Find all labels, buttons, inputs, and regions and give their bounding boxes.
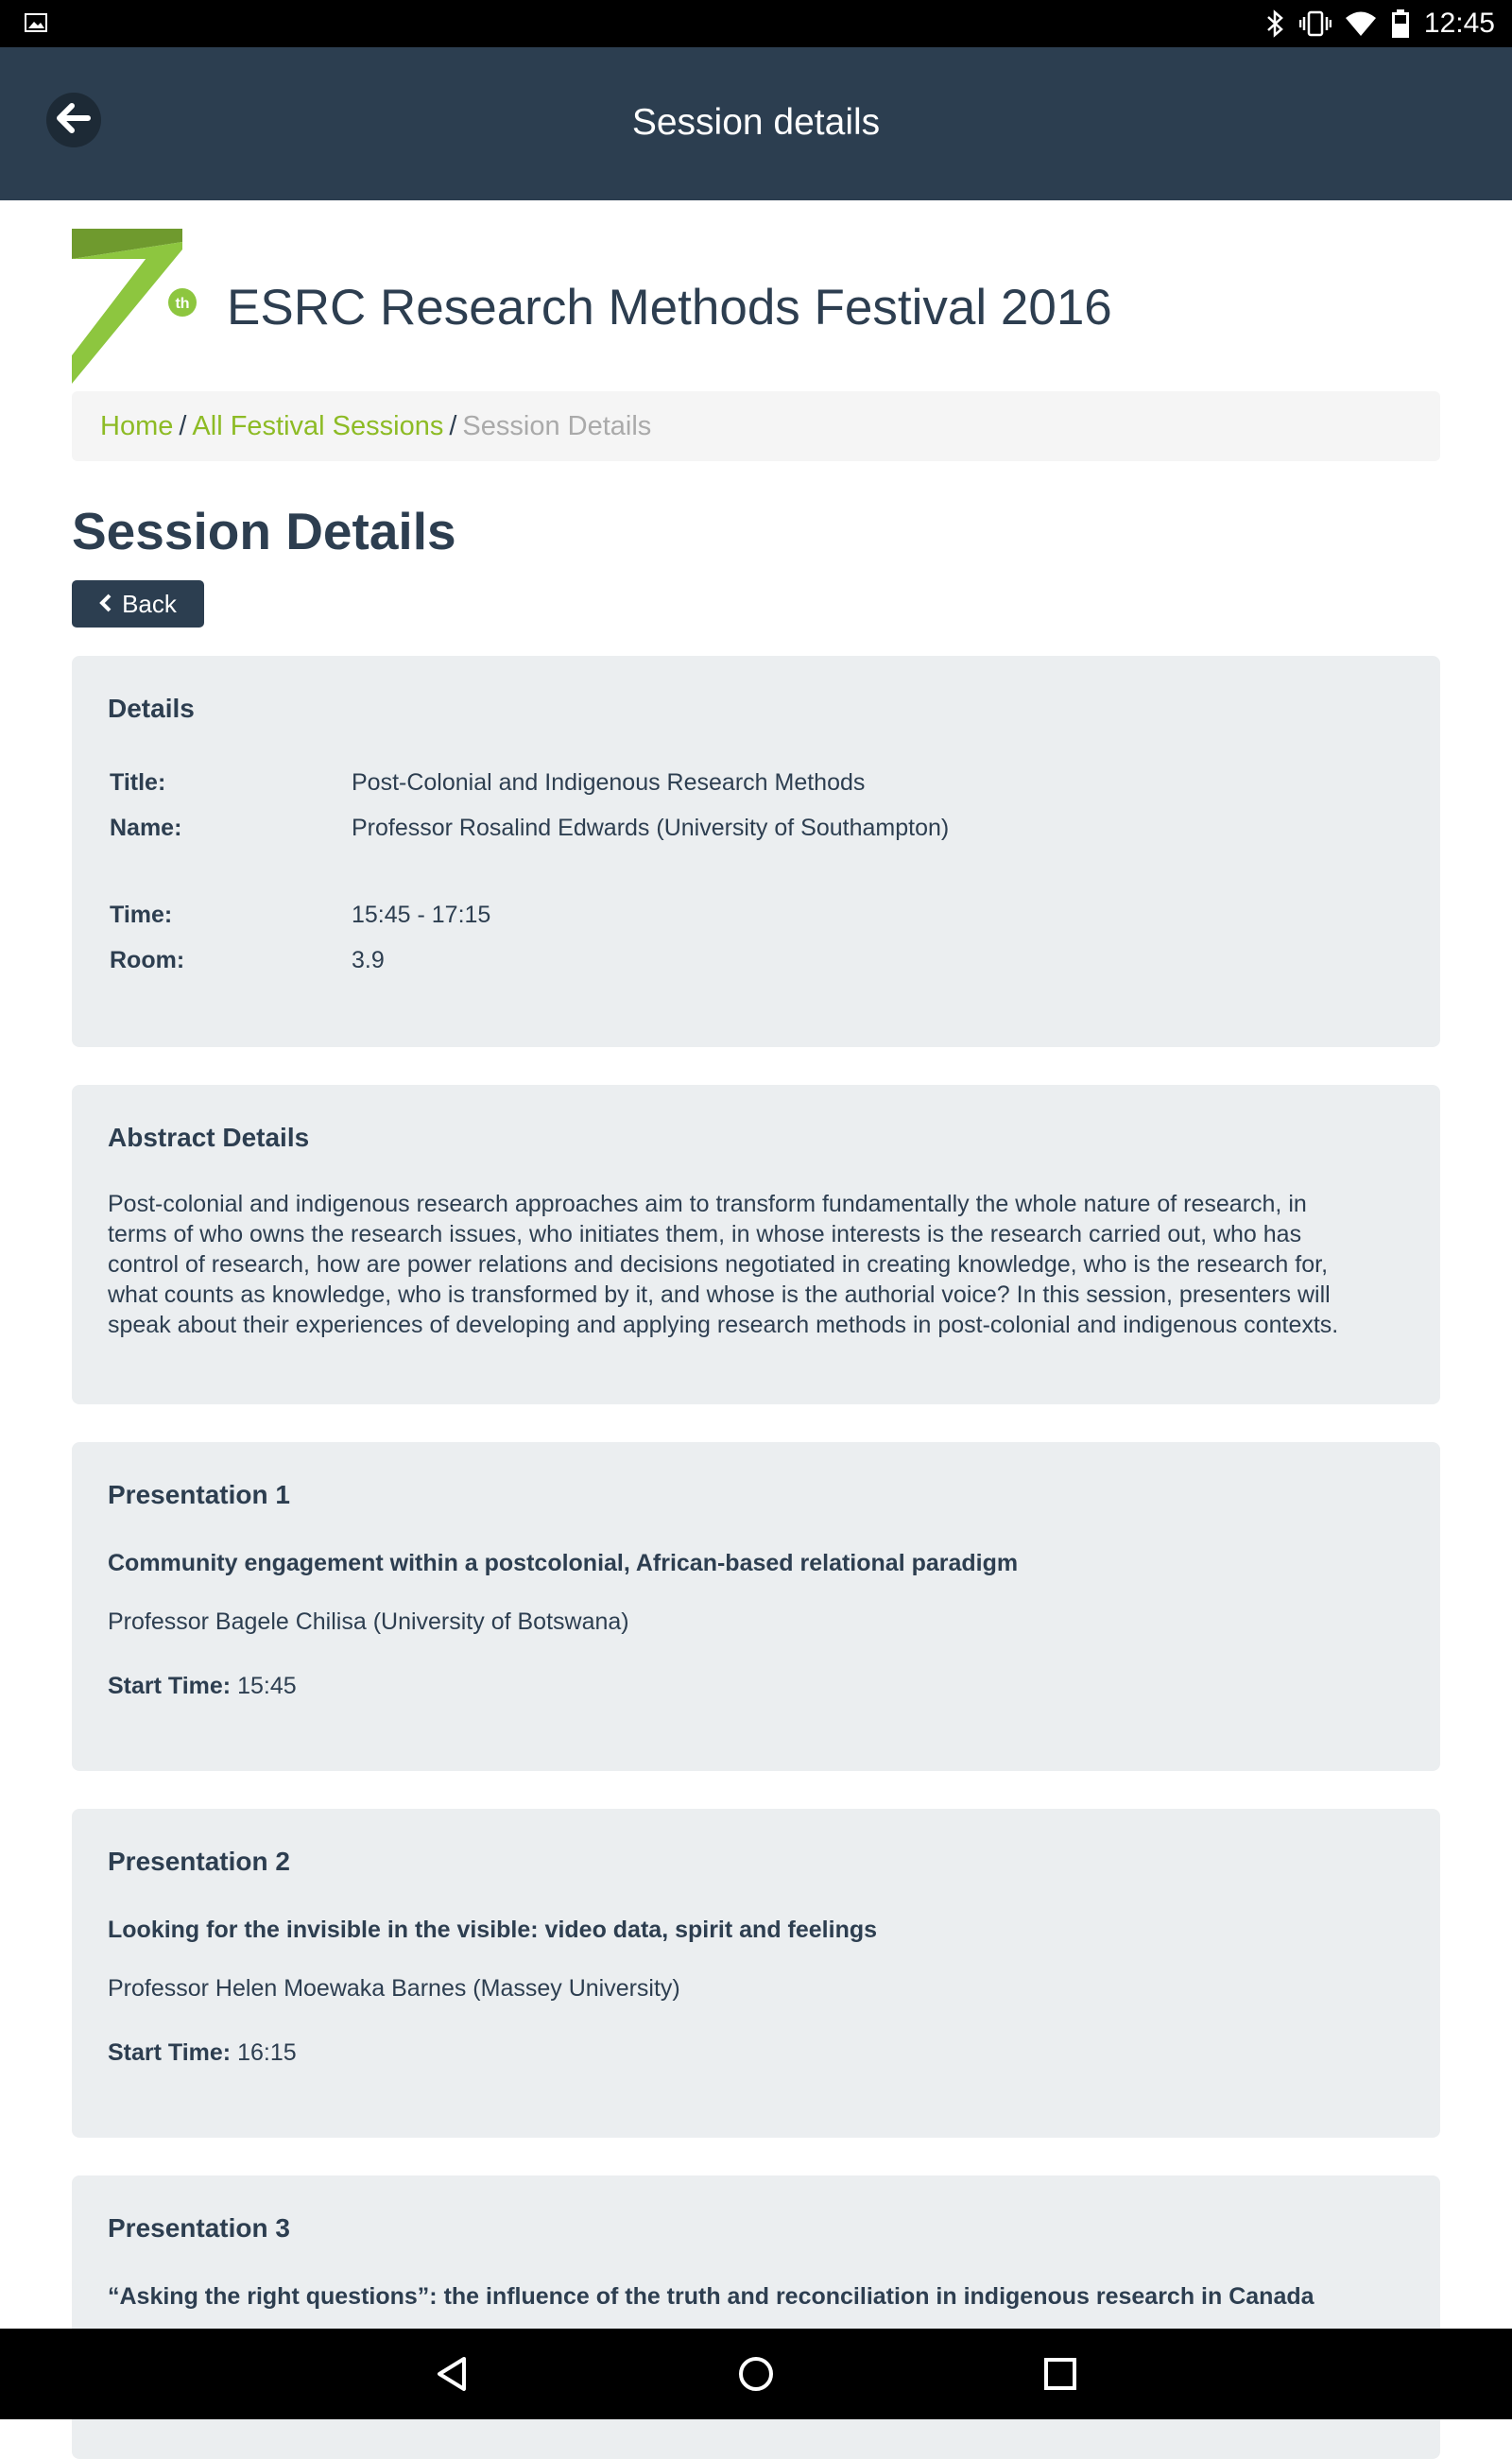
abstract-line: control of research, how are power relations and decisions negotiated in creating knowledge, who is the research for, <box>108 1251 1329 1278</box>
presentation-title: Community engagement within a postcolonial, African-based relational paradigm <box>108 1550 1019 1576</box>
details-heading: Details <box>108 694 195 723</box>
chevron-left-icon <box>99 590 112 619</box>
presentation-panel-1 <box>72 1442 1440 1771</box>
app-bar-title: Session details <box>631 102 881 143</box>
start-time-label: Start Time: <box>108 1673 232 1699</box>
festival-title: ESRC Research Methods Festival 2016 <box>227 280 1112 335</box>
bluetooth-icon <box>1265 9 1286 38</box>
abstract-line: terms of who owns the research issues, who initiates them, in whose interests is the research carried out, who has <box>108 1221 1302 1247</box>
vibrate-icon <box>1299 9 1332 38</box>
time-value: 15:45 - 17:15 <box>352 902 491 928</box>
presentation-panel-2 <box>72 1809 1440 2138</box>
breadcrumb-home[interactable]: Home <box>100 411 174 441</box>
image-icon <box>25 13 47 32</box>
home-circle-icon[interactable] <box>733 2351 779 2397</box>
presentation-start <box>108 2038 1404 2068</box>
main-content <box>72 200 1440 2310</box>
abstract-text <box>108 1189 1412 1340</box>
presentation-title: “Asking the right questions”: the influence of the truth and reconciliation in indigenous research in Canada <box>108 2283 1314 2310</box>
time-label: Time: <box>110 902 173 928</box>
app-bar <box>0 47 1512 200</box>
presentation-title: Looking for the invisible in the visible: video data, spirit and feelings <box>108 1917 878 1943</box>
presentation-start <box>108 1671 1404 1701</box>
title-value: Post-Colonial and Indigenous Research Methods <box>352 769 866 796</box>
abstract-panel <box>72 1085 1440 1404</box>
breadcrumb-all-sessions[interactable]: All Festival Sessions <box>192 411 444 441</box>
room-value: 3.9 <box>352 947 385 973</box>
start-time-value: 16:15 <box>237 2039 297 2066</box>
abstract-heading: Abstract Details <box>108 1123 310 1152</box>
back-button-label: Back <box>122 589 177 618</box>
presentation-heading: Presentation 1 <box>108 1480 290 1509</box>
start-time-value: 15:45 <box>237 1673 297 1699</box>
abstract-line: Post-colonial and indigenous research approaches aim to transform fundamentally the whole nature of research, in <box>108 1191 1307 1217</box>
presenter-name: Professor Bagele Chilisa (University of Botswana) <box>108 1608 629 1635</box>
breadcrumb-current: Session Details <box>462 411 652 441</box>
title-label: Title: <box>110 769 166 796</box>
name-label: Name: <box>110 815 182 841</box>
abstract-line: speak about their experiences of developing and applying research methods in post-colonial and indigenous contexts. <box>108 1312 1339 1338</box>
back-button[interactable] <box>72 580 204 628</box>
navigation-bar <box>0 2329 1512 2419</box>
room-label: Room: <box>110 947 185 973</box>
brand-header <box>72 200 1440 389</box>
wifi-icon <box>1345 9 1377 38</box>
festival-logo <box>72 229 199 384</box>
breadcrumb <box>72 391 1440 461</box>
battery-icon <box>1390 9 1411 39</box>
details-panel <box>72 656 1440 1047</box>
status-bar <box>0 0 1512 47</box>
svg-text:th: th <box>175 296 190 312</box>
recents-square-icon[interactable] <box>1038 2351 1083 2397</box>
presentation-heading: Presentation 3 <box>108 2213 290 2243</box>
abstract-line: what counts as knowledge, who is transformed by it, and whose is the authorial voice? In this session, presenters will <box>108 1281 1331 1308</box>
status-time: 12:45 <box>1423 8 1495 39</box>
presentation-heading: Presentation 2 <box>108 1847 290 1876</box>
start-time-label: Start Time: <box>108 2039 232 2066</box>
name-value: Professor Rosalind Edwards (University of Southampton) <box>352 815 950 841</box>
breadcrumb-separator: / <box>179 411 187 441</box>
breadcrumb-separator: / <box>449 411 457 441</box>
presenter-name: Professor Helen Moewaka Barnes (Massey University) <box>108 1975 680 2002</box>
back-triangle-icon[interactable] <box>430 2351 475 2397</box>
page-title: Session Details <box>72 502 456 560</box>
